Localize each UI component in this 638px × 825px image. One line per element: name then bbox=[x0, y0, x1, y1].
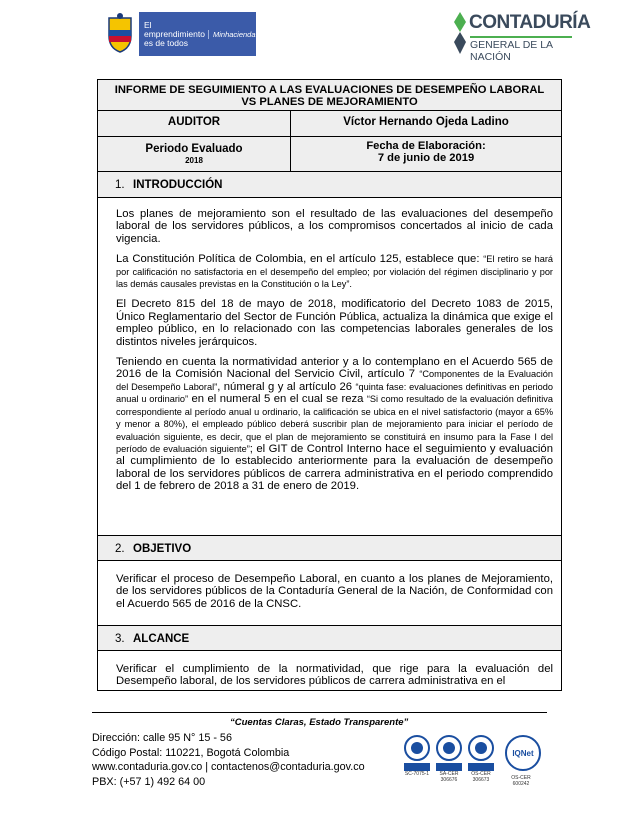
footer-address: Dirección: calle 95 N° 15 - 56 bbox=[92, 732, 232, 744]
objetivo-body bbox=[116, 573, 553, 618]
certification-logos bbox=[403, 735, 543, 805]
cgn-title: CONTADURÍA bbox=[469, 12, 591, 33]
cgn-subtitle: GENERAL DE LA NACIÓN bbox=[470, 36, 572, 63]
cgn-emblem-icon bbox=[452, 12, 468, 54]
alcance-body bbox=[116, 663, 553, 691]
footer-contact bbox=[92, 731, 365, 789]
report-frame bbox=[97, 79, 562, 691]
footer-slogan: “Cuentas Claras, Estado Transparente” bbox=[230, 717, 409, 728]
coat-of-arms-icon bbox=[103, 12, 137, 56]
intro-body bbox=[116, 208, 553, 501]
intro-paragraph-2: La Constitución Política de Colombia, en el artículo 125, establece que: “El retiro se hará por calificación no satisfactoria en el desempeño del empleo; por violación del régimen disciplinario y por las demás causales previstas en la Constitución o la Ley”. bbox=[116, 253, 553, 290]
intro-paragraph-3: El Decreto 815 del 18 de mayo de 2018, modificatorio del Decreto 1083 de 2015, Único Reglamentario del Sector de Función Pública, actualiza la dinámica que exige el empleo público, en lo relacionado con las competencias laborales generales de los distintos niveles jerárquicos. bbox=[116, 298, 553, 348]
auditor-label: AUDITOR bbox=[98, 111, 291, 136]
period-label: Periodo Evaluado bbox=[145, 143, 243, 155]
certification-seal-icon: SA-CER 306676 bbox=[435, 735, 463, 783]
intro-paragraph-1: Los planes de mejoramiento son el resultado de las evaluaciones del desempeño laboral de los servidores públicos, a los compromisos concertados al inicio de cada vigencia. bbox=[116, 208, 553, 245]
footer-postal: Código Postal: 110221, Bogotá Colombia bbox=[92, 746, 290, 759]
period-cell bbox=[98, 137, 291, 171]
date-value: 7 de junio de 2019 bbox=[377, 152, 475, 164]
alcance-paragraph: Verificar el cumplimiento de la normatividad, que rige para la evaluación del Desempeño laboral, de los servidores públicos de carrera administrativa en el bbox=[116, 663, 553, 688]
gov-banner bbox=[139, 12, 256, 56]
date-label: Fecha de Elaboración: bbox=[366, 140, 486, 152]
certification-seal-icon: SC-7075-1 bbox=[403, 735, 431, 783]
date-cell bbox=[291, 137, 561, 171]
ministry-name: Minhacienda bbox=[208, 30, 256, 39]
objetivo-paragraph: Verificar el proceso de Desempeño Laboral, en cuanto a los planes de Mejoramiento, de los servidores públicos de la Contaduría General de la Nación, de Conformidad con el Acuerdo 565 de 2016 de la CNSC. bbox=[116, 573, 553, 610]
footer-divider bbox=[92, 712, 547, 713]
footer-web[interactable]: www.contaduria.gov.co | contactenos@contaduria.gov.co bbox=[92, 761, 365, 773]
section-header-introduccion: 1. INTRODUCCIÓN bbox=[98, 172, 561, 198]
spacer bbox=[98, 198, 561, 204]
intro-paragraph-4: Teniendo en cuenta la normatividad anterior y a lo contemplano en el Acuerdo 565 de 2016 de la Comisión Nacional del Servicio Civil, artículo 7 “Componentes de la Evaluación del Desempeño Laboral”, númeral g y al artículo 26 “quinta fase: evaluaciones definitivas en periodo anual u ordinario” en el numeral 5 en el cual se reza “Si como resultado de la evaluación definitiva correspondiente al período anual u ordinario, la calificación se ubica en el nivel satisfactorio (mayor a 65% y menor a 80%), el empleado público deberá suscribir plan de mejoramiento para iniciar el período de evaluación siguiente, es decir, que el plan de mejoramiento se constituirá en insumo para la Fase I del período de evaluación siguiente”; el GIT de Control Interno hace el seguimiento y evaluación al cumplimiento de lo establecido anteriormente para la evaluación de desempeño laboral de los servidores públicos de carrera administrativa en el periodo comprendido del 1 de febrero de 2018 a 31 de enero de 2019. bbox=[116, 356, 553, 493]
section-header-objetivo: 2. OBJETIVO bbox=[98, 535, 561, 561]
certification-label: OS-CER 600242 bbox=[511, 775, 531, 787]
footer-phone: PBX: (+57 1) 492 64 00 bbox=[92, 775, 206, 788]
gov-slogan: El emprendimiento es de todos bbox=[144, 19, 205, 48]
certification-seal-icon: OS-CER 306673 bbox=[467, 735, 495, 783]
auditor-name: Víctor Hernando Ojeda Ladino bbox=[343, 116, 509, 128]
cgn-logo bbox=[452, 10, 591, 63]
section-header-alcance: 3. ALCANCE bbox=[98, 625, 561, 651]
period-value: 2018 bbox=[185, 156, 203, 165]
auditor-row bbox=[98, 111, 561, 137]
iqnet-logo: IQNet bbox=[505, 735, 541, 771]
period-row bbox=[98, 137, 561, 172]
report-title: INFORME DE SEGUIMIENTO A LAS EVALUACIONES DE DESEMPEÑO LABORAL VS PLANES DE MEJORAMIENTO bbox=[98, 80, 561, 111]
government-logo bbox=[103, 12, 256, 56]
